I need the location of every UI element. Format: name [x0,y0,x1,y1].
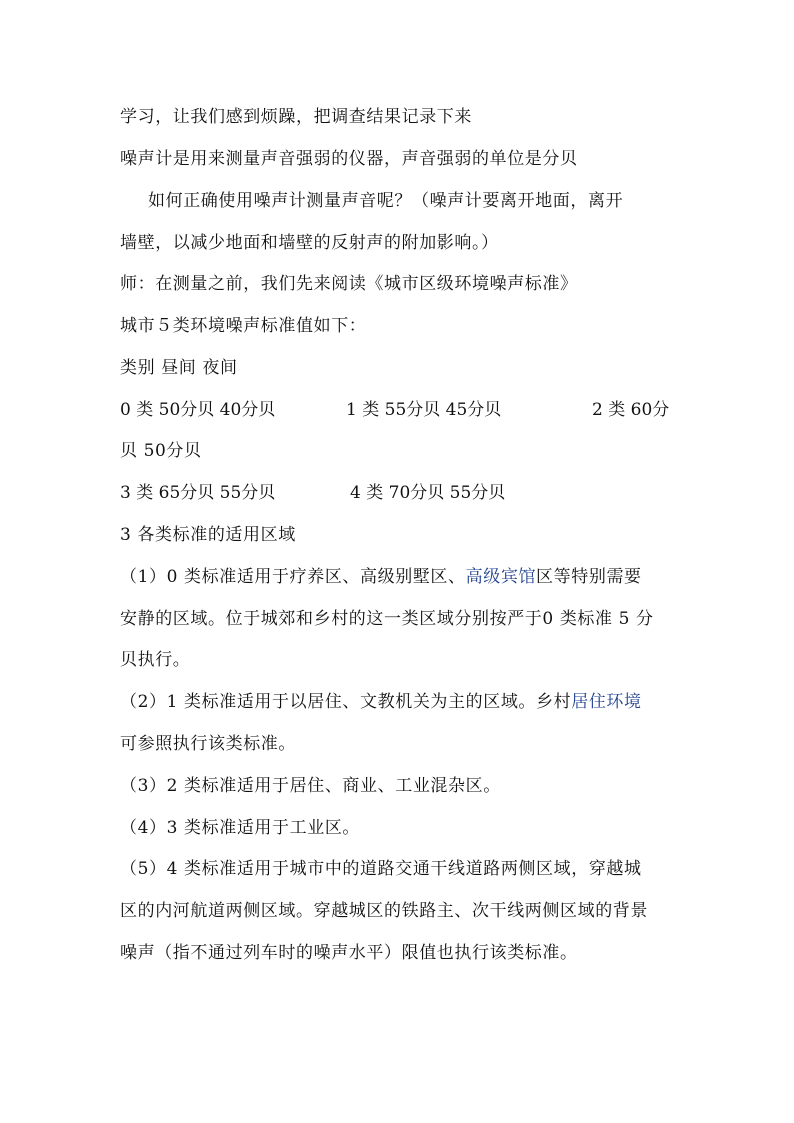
paragraph-2-line: 可参照执行该类标准。 [120,734,296,754]
paragraph-1-line: 贝执行。 [120,650,191,670]
link-text: 居住环境 [571,692,642,712]
text-line: 师：在测量之前，我们先来阅读《城市区级环境噪声标准》 [120,274,578,294]
paragraph-4-line: （4）3 类标准适用于工业区。 [120,818,361,838]
standard-class-4: 4 类 70分贝 55分贝 [350,483,506,503]
text-line: 噪声计是用来测量声音强弱的仪器，声音强弱的单位是分贝 [120,149,578,169]
paragraph-2-line: （2）1 类标准适用于以居住、文教机关为主的区域。乡村居住环境 [120,692,642,712]
section-heading: 3 各类标准的适用区域 [120,525,296,545]
standard-class-0: 0 类 50分贝 40分贝 [120,400,276,420]
text-line: 如何正确使用噪声计测量声音呢？（噪声计要离开地面，离开 [148,191,624,211]
paragraph-1-line: （1）0 类标准适用于疗养区、高级别墅区、高级宾馆区等特别需要 [120,567,642,587]
standards-row-cont: 贝 50分贝 [120,441,202,461]
standard-class-2: 2 类 60分 [592,400,670,420]
paragraph-5-line: （5）4 类标准适用于城市中的道路交通干线道路两侧区域，穿越城 [120,859,642,879]
text-line: 学习，让我们感到烦躁，把调查结果记录下来 [120,107,472,127]
text-line: 城市５类环境噪声标准值如下： [120,316,367,336]
paragraph-1-line: 安静的区域。位于城郊和乡村的这一类区域分别按严于0 类标准 5 分 [120,609,654,629]
standard-class-1: 1 类 55分贝 45分贝 [346,400,502,420]
link-text: 高级宾馆 [465,567,537,587]
paragraph-3-line: （3）2 类标准适用于居住、商业、工业混杂区。 [120,776,501,796]
standard-class-3: 3 类 65分贝 55分贝 [120,483,276,503]
paragraph-5-line: 区的内河航道两侧区域。穿越城区的铁路主、次干线两侧区域的背景 [120,901,648,921]
table-header-line: 类别 昼间 夜间 [120,358,238,378]
text-line: 墙壁，以减少地面和墙壁的反射声的附加影响。） [120,233,499,253]
paragraph-5-line: 噪声（指不通过列车时的噪声水平）限值也执行该类标准。 [120,943,578,963]
